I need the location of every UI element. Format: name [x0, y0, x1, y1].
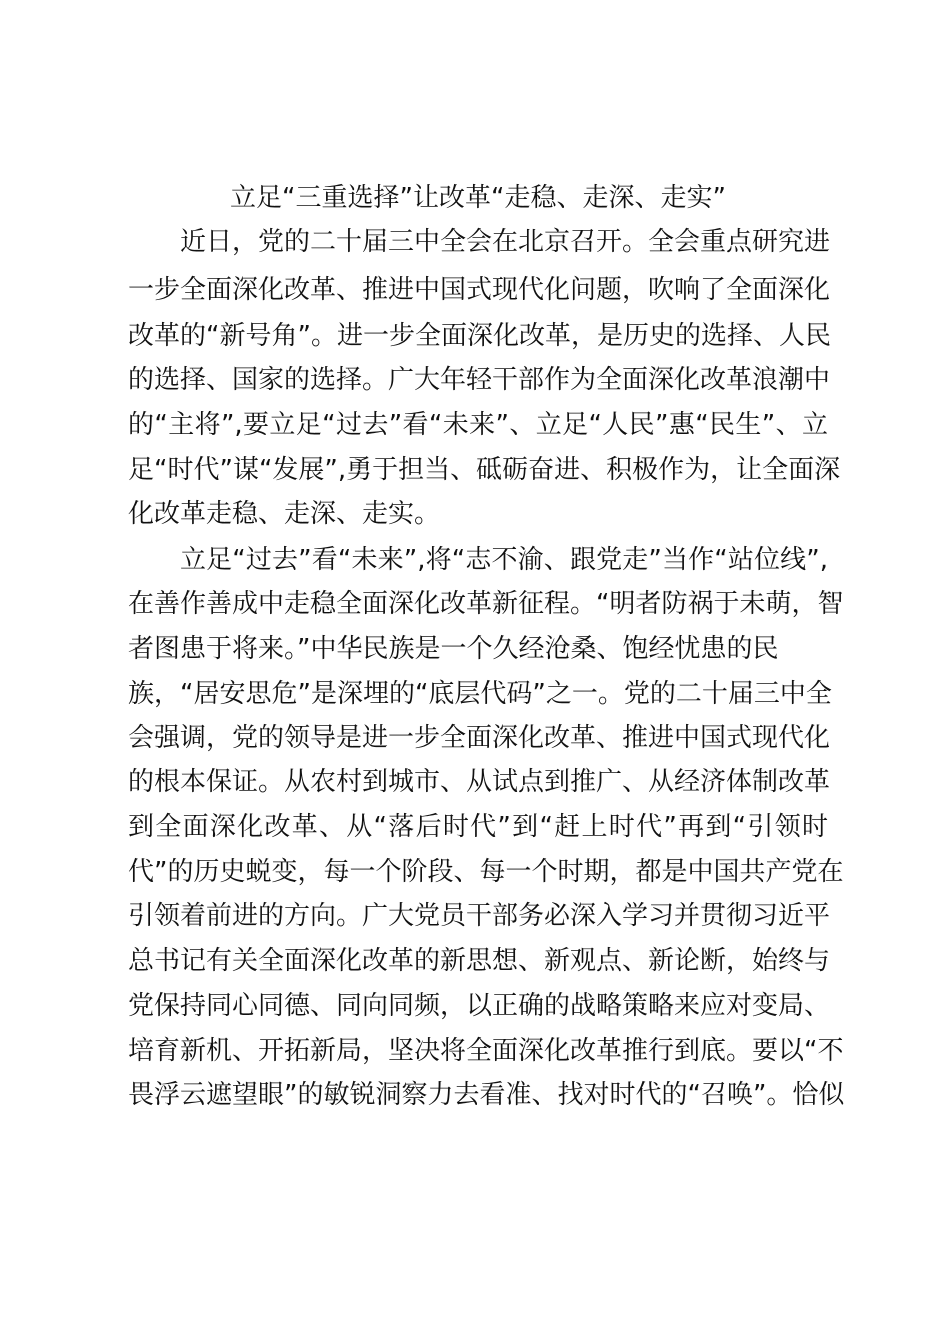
paragraph-1-line-5: 的“主将”,要立足“过去”看“未来”、立足“人民”惠“民生”、立: [128, 410, 828, 440]
paragraph-2-line-8: 代”的历史蜕变，每一个阶段、每一个时期，都是中国共产党在: [128, 857, 844, 887]
paragraph-1-line-7: 化改革走稳、走深、走实。: [128, 499, 441, 529]
paragraph-2-line-2: 在善作善成中走稳全面深化改革新征程。“明者防祸于未萌，智: [128, 589, 844, 619]
paragraph-2-line-1: 立足“过去”看“未来”,将“志不渝、跟党走”当作“站位线”,: [180, 545, 828, 575]
paragraph-2-line-11: 党保持同心同德、同向同频，以正确的战略策略来应对变局、: [128, 991, 831, 1021]
paragraph-2-line-4: 族，“居安思危”是深埋的“底层代码”之一。党的二十届三中全: [128, 679, 832, 709]
paragraph-2-line-3: 者图患于将来。”中华民族是一个久经沧桑、饱经忧患的民: [128, 634, 779, 664]
document-title: 立足“三重选择”让改革“走稳、走深、走实”: [230, 183, 726, 213]
paragraph-2-line-6: 的根本保证。从农村到城市、从试点到推广、从经济体制改革: [128, 767, 831, 797]
paragraph-2-line-12: 培育新机、开拓新局，坚决将全面深化改革推行到底。要以“不: [128, 1036, 844, 1066]
paragraph-1-line-6: 足“时代”谋“发展”,勇于担当、砥砺奋进、积极作为，让全面深: [128, 455, 841, 485]
paragraph-1-line-4: 的选择、国家的选择。广大年轻干部作为全面深化改革浪潮中: [128, 365, 831, 395]
paragraph-2-line-9: 引领着前进的方向。广大党员干部务必深入学习并贯彻习近平: [128, 901, 831, 931]
paragraph-2-line-5: 会强调，党的领导是进一步全面深化改革、推进中国式现代化: [128, 723, 831, 753]
paragraph-2-line-7: 到全面深化改革、从“落后时代”到“赶上时代”再到“引领时: [128, 812, 828, 842]
paragraph-1-line-1: 近日，党的二十届三中全会在北京召开。全会重点研究进: [180, 227, 831, 257]
paragraph-1-line-3: 改革的“新号角”。进一步全面深化改革，是历史的选择、人民: [128, 321, 831, 351]
paragraph-1-line-2: 一步全面深化改革、推进中国式现代化问题，吹响了全面深化: [128, 275, 831, 305]
paragraph-2-line-13: 畏浮云遮望眼”的敏锐洞察力去看准、找对时代的“召唤”。恰似: [128, 1080, 845, 1110]
paragraph-2-line-10: 总书记有关全面深化改革的新思想、新观点、新论断，始终与: [128, 946, 831, 976]
